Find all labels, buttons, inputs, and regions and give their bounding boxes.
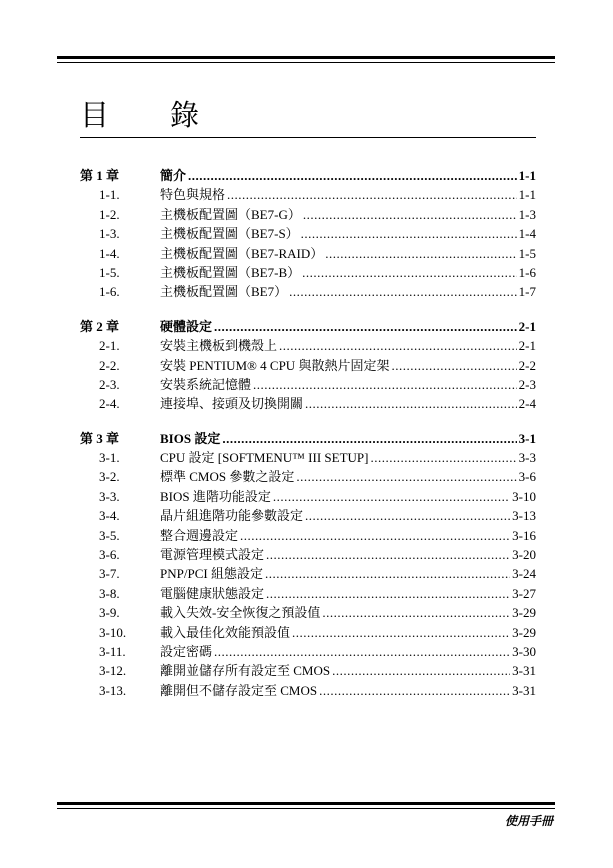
toc-entry [160,526,536,545]
toc-page-number: 3-6 [518,469,536,485]
toc-entry [160,584,536,603]
toc-number: 3-5. [99,527,120,543]
toc-section-row[interactable] [80,564,536,583]
toc-label: 特色與規格 [160,187,226,203]
toc-label: BIOS 進階功能設定 [160,488,271,504]
toc-entry [160,623,536,642]
dot-leader [292,623,510,642]
toc-number: 2-4. [99,396,120,412]
toc-entry [160,448,536,467]
toc-chapter [80,429,536,700]
toc-section-row[interactable] [80,185,536,204]
toc-page-number: 2-4 [518,396,536,412]
toc-entry [160,224,536,243]
toc-number: 2-2. [99,357,120,373]
toc-page-number: 3-24 [512,566,536,582]
toc-entry [160,506,536,525]
toc-section-row[interactable] [80,584,536,603]
toc-label: 晶片組進階功能參數設定 [160,508,304,524]
toc-chapter-heading[interactable] [80,317,536,336]
toc-page-number: 1-5 [518,245,536,261]
toc-page-number: 3-30 [512,643,536,659]
title-underline [80,137,536,138]
dot-leader [279,336,517,355]
toc-page-number: 1-3 [518,206,536,222]
toc-entry [160,244,536,263]
dot-leader [265,564,510,583]
toc-number: 3-6. [99,547,120,563]
toc-label: 載入失效-安全恢復之預設值 [160,605,321,621]
dot-leader [303,205,517,224]
dot-leader [266,584,510,603]
dot-leader [188,166,517,185]
toc-section-row[interactable] [80,394,536,413]
toc-page-number: 1-6 [518,264,536,280]
dot-leader [325,244,516,263]
toc-number: 2-1. [99,338,120,354]
toc-section-row[interactable] [80,263,536,282]
toc-number: 第 3 章 [80,430,120,446]
toc-number: 1-3. [99,226,120,242]
dot-leader [240,526,510,545]
toc-label: 主機板配置圖（BE7-G） [160,206,301,222]
toc-label: 安裝系統記憶體 [160,376,252,392]
toc-chapter [80,317,536,414]
toc-label: 設定密碼 [160,643,213,659]
toc-entry [160,317,536,336]
toc-entry [160,375,536,394]
toc-section-row[interactable] [80,681,536,700]
toc-number: 1-4. [99,245,120,261]
toc-label: 載入最佳化效能預設值 [160,624,291,640]
toc-entry [160,185,536,204]
toc-label: 安裝 PENTIUM® 4 CPU 與散熱片固定架 [160,357,390,373]
toc-number: 3-4. [99,508,120,524]
toc-page-number: 2-1 [518,338,536,354]
toc-number: 1-5. [99,264,120,280]
dot-leader [305,506,510,525]
toc-number: 3-9. [99,605,120,621]
toc-label: CPU 設定 [SOFTMENU™ III SETUP] [160,450,369,466]
dot-leader [370,448,516,467]
toc-page-number: 3-3 [518,450,536,466]
header-rule-thick [57,56,555,59]
toc-page-number: 3-27 [512,585,536,601]
toc-label: 硬體設定 [160,318,213,334]
toc-section-row[interactable] [80,545,536,564]
toc-entry [160,356,536,375]
toc-number: 第 1 章 [80,168,120,183]
dot-leader [305,394,517,413]
dot-leader [253,375,517,394]
table-of-contents [80,166,536,715]
dot-leader [322,603,510,622]
toc-number: 2-3. [99,376,120,392]
footer-rule-thin [57,808,555,809]
toc-entry [160,282,536,301]
toc-page-number: 1-1 [518,168,536,183]
toc-section-row[interactable] [80,356,536,375]
toc-entry [160,642,536,661]
toc-section-row[interactable] [80,205,536,224]
toc-number: 1-6. [99,284,120,300]
toc-label: 安裝主機板到機殼上 [160,338,278,354]
toc-label: 電腦健康狀態設定 [160,585,265,601]
toc-page-number: 3-31 [512,682,536,698]
toc-label: 主機板配置圖（BE7-RAID） [160,245,324,261]
toc-entry [160,166,536,185]
toc-page-number: 3-10 [512,488,536,504]
toc-page-number: 3-29 [512,624,536,640]
footer-rule-thick [57,802,555,805]
toc-label: PNP/PCI 組態設定 [160,566,263,582]
toc-section-row[interactable] [80,244,536,263]
toc-entry [160,205,536,224]
toc-section-row[interactable] [80,224,536,243]
toc-section-row[interactable] [80,526,536,545]
toc-section-row[interactable] [80,375,536,394]
dot-leader [296,467,516,486]
dot-leader [391,356,516,375]
toc-page-number: 3-31 [512,663,536,679]
toc-section-row[interactable] [80,506,536,525]
toc-number: 3-1. [99,450,120,466]
dot-leader [222,429,516,448]
toc-page-number: 1-7 [518,284,536,300]
toc-entry [160,394,536,413]
toc-page-number: 1-4 [518,226,536,242]
header-rule-thin [57,62,555,63]
toc-section-row[interactable] [80,642,536,661]
toc-label: 連接埠、接頭及切換開關 [160,396,304,412]
toc-entry [160,487,536,506]
toc-section-row[interactable] [80,336,536,355]
toc-number: 1-2. [99,206,120,222]
dot-leader [302,263,517,282]
toc-entry [160,564,536,583]
toc-entry [160,336,536,355]
dot-leader [319,681,510,700]
dot-leader [214,642,510,661]
toc-chapter-heading[interactable] [80,429,536,448]
toc-page-number: 2-2 [518,357,536,373]
toc-page-number: 3-20 [512,547,536,563]
toc-page-number: 1-1 [518,187,536,203]
toc-label: 離開並儲存所有設定至 CMOS [160,663,331,679]
toc-page-number: 2-3 [518,376,536,392]
dot-leader [266,545,510,564]
dot-leader [332,661,510,680]
toc-number: 3-11. [99,643,126,659]
toc-label: 主機板配置圖（BE7） [160,284,288,300]
toc-number: 3-2. [99,469,120,485]
toc-entry [160,681,536,700]
toc-entry [160,467,536,486]
dot-leader [289,282,517,301]
toc-label: 主機板配置圖（BE7-S） [160,226,299,242]
toc-page-number: 3-13 [512,508,536,524]
page-title: 目 錄 [80,100,216,132]
toc-entry [160,603,536,622]
toc-page-number: 3-1 [518,430,536,446]
toc-number: 3-10. [99,624,127,640]
toc-label: 離開但不儲存設定至 CMOS [160,682,318,698]
footer-label: 使用手冊 [504,814,553,828]
toc-number: 3-7. [99,566,120,582]
toc-label: 整合週邊設定 [160,527,239,543]
toc-section-row[interactable] [80,623,536,642]
toc-page-number: 3-16 [512,527,536,543]
toc-number: 3-3. [99,488,120,504]
toc-number: 3-13. [99,682,127,698]
toc-label: 標準 CMOS 參數之設定 [160,469,295,485]
toc-section-row[interactable] [80,487,536,506]
toc-entry [160,429,536,448]
toc-page-number: 2-1 [518,318,536,334]
dot-leader [214,317,517,336]
toc-number: 1-1. [99,187,120,203]
toc-chapter [80,166,536,302]
dot-leader [227,185,517,204]
toc-section-row[interactable] [80,467,536,486]
toc-label: 簡介 [160,168,187,183]
toc-section-row[interactable] [80,448,536,467]
toc-number: 3-8. [99,585,120,601]
toc-entry [160,263,536,282]
toc-chapter-heading[interactable] [80,166,536,185]
toc-label: BIOS 設定 [160,430,221,446]
toc-number: 3-12. [99,663,127,679]
toc-label: 主機板配置圖（BE7-B） [160,264,301,280]
dot-leader [273,487,510,506]
toc-entry [160,661,536,680]
toc-label: 電源管理模式設定 [160,547,265,563]
dot-leader [301,224,517,243]
toc-page-number: 3-29 [512,605,536,621]
toc-entry [160,545,536,564]
toc-section-row[interactable] [80,603,536,622]
toc-section-row[interactable] [80,661,536,680]
toc-section-row[interactable] [80,282,536,301]
toc-number: 第 2 章 [80,318,120,334]
